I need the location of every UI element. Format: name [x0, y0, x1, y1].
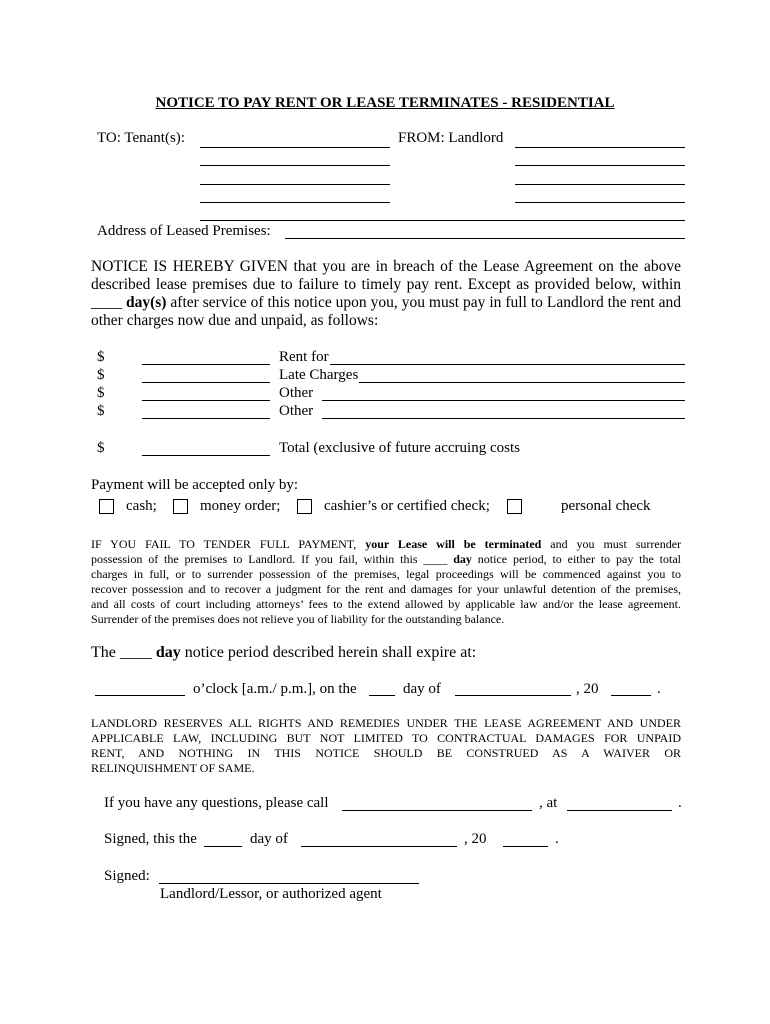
signature-line[interactable]: [159, 883, 419, 884]
late-charges-label: Late Charges: [279, 367, 359, 383]
landlord-name-line-2[interactable]: [515, 165, 685, 166]
total-amount-line[interactable]: [142, 455, 270, 456]
expire-year-line[interactable]: [611, 695, 651, 696]
reserves-line-3: RENT, AND NOTHING IN THIS NOTICE SHOULD BE CONSTRUED AS A WAIVER OR: [91, 746, 681, 760]
time-line[interactable]: [95, 695, 185, 696]
signature-caption: Landlord/Lessor, or authorized agent: [160, 886, 382, 902]
payment-label: Payment will be accepted only by:: [91, 477, 299, 493]
warning-line-4: recover possession and to recover a judgment for the rent and damages for your unlawful detention of the premises,: [91, 582, 681, 596]
money-order-checkbox[interactable]: [173, 499, 188, 514]
notice-days-blank[interactable]: ____: [91, 294, 122, 311]
signed-period: .: [555, 831, 559, 847]
warning-line-3: charges in full, or to surrender possession of the premises, legal proceedings will be commenced against you to: [91, 567, 681, 581]
notice-paragraph: [91, 258, 681, 330]
reserves-line-4: RELINQUISHMENT OF SAME.: [91, 761, 255, 775]
cashiers-check-checkbox[interactable]: [297, 499, 312, 514]
signed-this-label: Signed, this the: [104, 831, 197, 847]
reserves-line-1: LANDLORD RESERVES ALL RIGHTS AND REMEDIES UNDER THE LEASE AGREEMENT AND UNDER: [91, 716, 681, 730]
notice-days-label: day(s): [125, 294, 167, 311]
tenant-name-line-2[interactable]: [200, 165, 390, 166]
notice-line-2: described lease premises due to failure to timely pay rent. Except as provided below, within: [91, 276, 681, 293]
other-2-line[interactable]: [322, 418, 685, 419]
expire-day-of-label: day of: [403, 681, 441, 697]
notice-line-3-text: after service of this notice upon you, you must pay in full to Landlord the rent and: [170, 294, 682, 311]
dollar-sign-rent: $: [97, 349, 105, 365]
signed-day-line[interactable]: [204, 846, 242, 847]
address-label: Address of Leased Premises:: [97, 223, 271, 239]
lease-terminated-text: your Lease will be terminated: [365, 537, 542, 551]
oclock-label: o’clock [a.m./ p.m.], on the: [193, 681, 357, 697]
personal-check-label: personal check: [561, 498, 651, 514]
expire-year-prefix: , 20: [576, 681, 599, 697]
warning-line-6: Surrender of the premises does not relieve you of liability for the outstanding balance.: [91, 612, 505, 626]
expire-line: The ____ day notice period described herein shall expire at:: [91, 644, 477, 661]
landlord-name-line-1[interactable]: [515, 147, 685, 148]
dollar-sign-total: $: [97, 440, 105, 456]
shared-name-line[interactable]: [200, 220, 685, 221]
dollar-sign-other-1: $: [97, 385, 105, 401]
contact-phone-line[interactable]: [567, 810, 672, 811]
money-order-label: money order;: [200, 498, 281, 514]
questions-at-label: , at: [539, 795, 558, 811]
address-line[interactable]: [285, 238, 685, 239]
rent-amount-line[interactable]: [142, 364, 270, 365]
tenant-name-line-3[interactable]: [200, 184, 390, 185]
warning-paragraph: [91, 537, 681, 627]
expire-month-line[interactable]: [455, 695, 571, 696]
other-2-amount-line[interactable]: [142, 418, 270, 419]
other-2-label: Other: [279, 403, 314, 419]
questions-label: If you have any questions, please call: [104, 795, 329, 811]
reserves-line-2: APPLICABLE LAW, INCLUDING BUT NOT LIMITED TO CONTRACTUAL DAMAGES FOR UNPAID: [91, 731, 681, 745]
dollar-sign-late: $: [97, 367, 105, 383]
landlord-name-line-4[interactable]: [515, 202, 685, 203]
expire-period: .: [657, 681, 661, 697]
signed-label: Signed:: [104, 868, 150, 884]
cashiers-check-label: cashier’s or certified check;: [324, 498, 490, 514]
expire-days-blank[interactable]: ____: [119, 644, 152, 661]
other-1-line[interactable]: [322, 400, 685, 401]
reserves-paragraph: [91, 716, 681, 776]
cash-label: cash;: [126, 498, 157, 514]
warning-line-2: possession of the premises to Landlord. If you fail, within this ____ day notice period, to either to pay the total: [91, 552, 682, 566]
notice-line-1: NOTICE IS HEREBY GIVEN that you are in breach of the Lease Agreement on the above: [91, 258, 681, 275]
total-label: Total (exclusive of future accruing costs: [279, 440, 520, 456]
notice-line-3: [91, 294, 681, 312]
to-tenant-label: TO: Tenant(s):: [97, 130, 185, 146]
tenant-name-line-4[interactable]: [200, 202, 390, 203]
from-landlord-label: FROM: Landlord: [398, 130, 504, 146]
dollar-sign-other-2: $: [97, 403, 105, 419]
rent-for-line[interactable]: [330, 364, 685, 365]
cash-checkbox[interactable]: [99, 499, 114, 514]
signed-day-of-label: day of: [250, 831, 288, 847]
contact-name-line[interactable]: [342, 810, 532, 811]
signed-year-line[interactable]: [503, 846, 548, 847]
late-amount-line[interactable]: [142, 382, 270, 383]
other-1-amount-line[interactable]: [142, 400, 270, 401]
landlord-name-line-3[interactable]: [515, 184, 685, 185]
questions-period: .: [678, 795, 682, 811]
personal-check-checkbox[interactable]: [507, 499, 522, 514]
page-title: NOTICE TO PAY RENT OR LEASE TERMINATES - RESIDENTIAL: [155, 95, 615, 111]
rent-for-label: Rent for: [279, 349, 329, 365]
notice-line-4: other charges now due and unpaid, as follows:: [91, 312, 379, 329]
warning-line-1: IF YOU FAIL TO TENDER FULL PAYMENT, your Lease will be terminated and you must surrender: [91, 537, 682, 551]
warning-line-5: and all costs of court including attorneys’ fees to the extend allowed by applicable law and/or the lease agreement.: [91, 597, 681, 611]
other-1-label: Other: [279, 385, 314, 401]
signed-month-line[interactable]: [301, 846, 457, 847]
tenant-name-line-1[interactable]: [200, 147, 390, 148]
late-charges-line[interactable]: [359, 382, 685, 383]
warning-days-blank[interactable]: ____: [423, 552, 448, 566]
signed-year-prefix: , 20: [464, 831, 487, 847]
expire-day-line[interactable]: [369, 695, 395, 696]
